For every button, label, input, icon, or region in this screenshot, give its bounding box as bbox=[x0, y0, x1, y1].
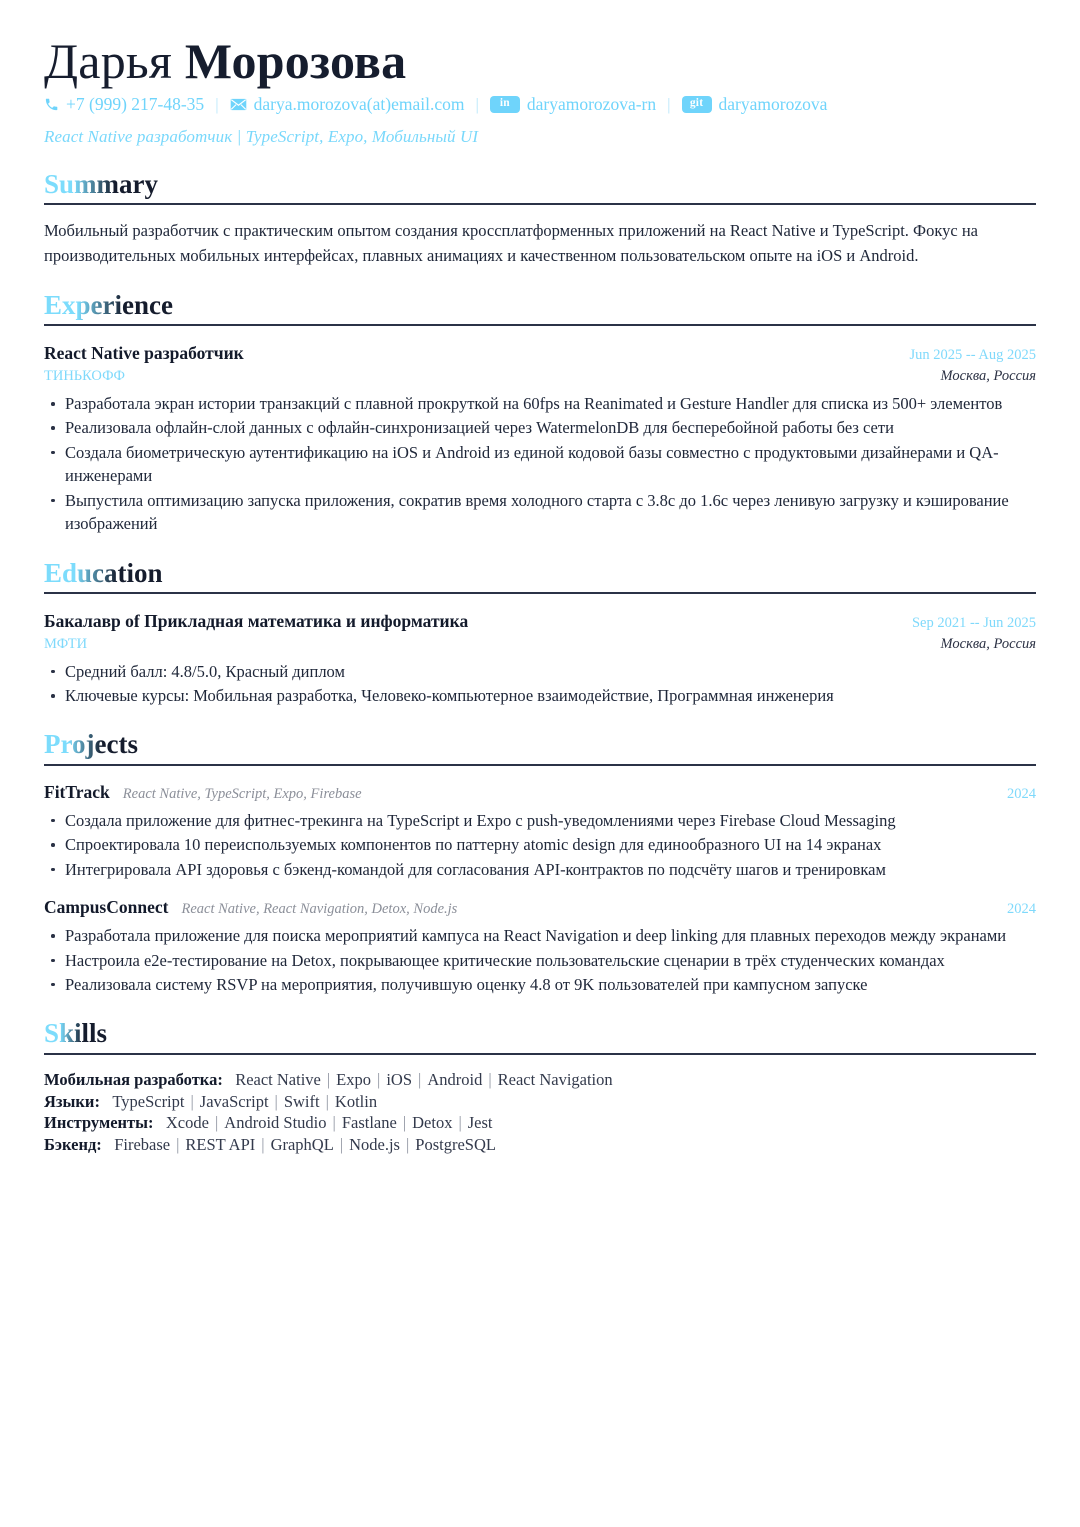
section-title-education: Education bbox=[44, 557, 163, 588]
contact-github[interactable] bbox=[682, 94, 828, 115]
skill-row bbox=[44, 1091, 1036, 1113]
section-rule bbox=[44, 324, 1036, 326]
project-bullets bbox=[44, 924, 1036, 996]
contact-separator: | bbox=[475, 94, 479, 114]
last-name: Морозова bbox=[184, 33, 407, 89]
candidate-name bbox=[44, 34, 1036, 88]
skill-item: Swift bbox=[283, 1091, 320, 1111]
contact-separator: | bbox=[215, 94, 219, 114]
email-icon bbox=[230, 98, 247, 111]
skill-item: Detox bbox=[412, 1113, 453, 1133]
skill-item: GraphQL bbox=[270, 1135, 334, 1155]
skill-separator: | bbox=[339, 1135, 344, 1155]
skill-separator: | bbox=[458, 1113, 462, 1133]
git-icon: git bbox=[682, 96, 712, 112]
section-education bbox=[44, 557, 1036, 708]
skill-item: Kotlin bbox=[334, 1091, 378, 1111]
project-item bbox=[44, 782, 1036, 881]
experience-entry-header bbox=[44, 343, 1036, 365]
skill-separator: | bbox=[261, 1135, 265, 1155]
project-bullets bbox=[44, 809, 1036, 881]
skill-items bbox=[158, 1113, 493, 1132]
project-name: CampusConnect bbox=[44, 897, 169, 918]
skill-items bbox=[104, 1092, 377, 1111]
skill-category: Инструменты: bbox=[44, 1113, 154, 1133]
skill-item: React Native bbox=[235, 1069, 321, 1089]
skill-row bbox=[44, 1069, 1036, 1091]
list-item: Создала биометрическую аутентификацию на iOS и Android из единой кодовой базы совместно с продуктовыми дизайнерами и QA-инженерами bbox=[44, 441, 1036, 488]
skill-item: Node.js bbox=[349, 1135, 400, 1155]
list-item: Выпустила оптимизацию запуска приложения, сократив время холодного старта с 3.8с до 1.6с через ленивую загрузку и кэширование изображений bbox=[44, 489, 1036, 536]
tagline: React Native разработчик | TypeScript, Expo, Мобильный UI bbox=[44, 127, 479, 146]
experience-bullets bbox=[44, 392, 1036, 536]
education-entry-header bbox=[44, 611, 1036, 633]
job-dates: Jun 2025 -- Aug 2025 bbox=[909, 347, 1036, 364]
section-summary bbox=[44, 168, 1036, 268]
skill-row bbox=[44, 1134, 1036, 1156]
skill-items bbox=[106, 1135, 496, 1154]
skill-item: Android Studio bbox=[224, 1113, 327, 1133]
skill-item: iOS bbox=[386, 1069, 413, 1089]
project-stack: React Native, TypeScript, Expo, Firebase bbox=[122, 785, 362, 802]
school-name: МФТИ bbox=[44, 635, 88, 652]
phone-icon bbox=[44, 97, 59, 112]
skill-separator: | bbox=[488, 1069, 492, 1089]
skills-list bbox=[44, 1069, 1036, 1156]
section-title-skills: Skills bbox=[44, 1018, 108, 1049]
section-title-summary: Summary bbox=[44, 169, 158, 199]
skill-separator: | bbox=[332, 1113, 336, 1133]
list-item: Разработала экран истории транзакций с плавной прокруткой на 60fps на Reanimated и Gesture Handler для списка из 500+ элементов bbox=[44, 392, 1036, 415]
list-item: Ключевые курсы: Мобильная разработка, Человеко-компьютерное взаимодействие, Программная инженерия bbox=[44, 684, 1036, 707]
resume-header bbox=[44, 34, 1036, 147]
section-skills bbox=[44, 1017, 1036, 1155]
list-item: Создала приложение для фитнес-трекинга на TypeScript и Expo с push-уведомлениями через Firebase Cloud Messaging bbox=[44, 809, 1036, 832]
skill-row bbox=[44, 1112, 1036, 1134]
degree-title: Бакалавр of Прикладная математика и информатика bbox=[44, 610, 469, 631]
skill-separator: | bbox=[325, 1091, 329, 1111]
skill-category: Языки: bbox=[44, 1091, 100, 1111]
skill-separator: | bbox=[326, 1069, 331, 1089]
skill-item: Android bbox=[427, 1069, 483, 1089]
list-item: Интегрировала API здоровья с бэкенд-командой для согласования API-контрактов по подсчёту шагов и тренировкам bbox=[44, 858, 1036, 881]
list-item: Средний балл: 4.8/5.0, Красный диплом bbox=[44, 660, 1036, 683]
phone-text: +7 (999) 217-48-35 bbox=[66, 94, 205, 114]
skill-item: TypeScript bbox=[112, 1091, 185, 1111]
skill-separator: | bbox=[402, 1113, 407, 1133]
project-header bbox=[44, 782, 1036, 803]
skill-item: Fastlane bbox=[341, 1113, 397, 1133]
education-entry bbox=[44, 611, 1036, 708]
contact-linkedin[interactable] bbox=[490, 94, 656, 115]
skill-separator: | bbox=[214, 1113, 219, 1133]
contact-email[interactable] bbox=[230, 94, 465, 115]
project-title-group bbox=[44, 782, 989, 803]
job-title: React Native разработчик bbox=[44, 343, 244, 364]
list-item: Спроектировала 10 переиспользуемых компонентов по паттерну atomic design для единообразного UI на 14 экранах bbox=[44, 833, 1036, 856]
list-item: Разработала приложение для поиска мероприятий кампуса на React Navigation и deep linking для плавных переходов между экранами bbox=[44, 924, 1036, 947]
project-year: 2024 bbox=[1007, 785, 1036, 802]
job-location: Москва, Россия bbox=[940, 368, 1036, 385]
skill-item: REST API bbox=[185, 1135, 256, 1155]
company-name: ТИНЬКОФФ bbox=[44, 368, 125, 385]
contact-separator: | bbox=[667, 94, 671, 114]
section-rule bbox=[44, 1053, 1036, 1055]
skill-category: Мобильная разработка: bbox=[44, 1069, 223, 1089]
skill-item: Jest bbox=[467, 1113, 493, 1133]
project-title-group bbox=[44, 897, 989, 918]
list-item: Реализовала офлайн-слой данных с офлайн-синхронизацией через WatermelonDB для бесперебойной работы без сети bbox=[44, 416, 1036, 439]
skill-separator: | bbox=[418, 1069, 422, 1089]
section-title-projects: Projects bbox=[44, 729, 138, 760]
linkedin-icon: in bbox=[490, 96, 520, 112]
education-entry-subheader bbox=[44, 633, 1036, 654]
project-item bbox=[44, 897, 1036, 996]
project-header bbox=[44, 897, 1036, 918]
skill-separator: | bbox=[377, 1069, 381, 1089]
education-location: Москва, Россия bbox=[940, 635, 1036, 652]
contact-line bbox=[44, 94, 1036, 115]
first-name: Дарья bbox=[44, 33, 173, 89]
section-rule bbox=[44, 592, 1036, 594]
github-text: daryamorozova bbox=[718, 94, 828, 114]
skill-items bbox=[227, 1070, 613, 1089]
skill-separator: | bbox=[405, 1135, 410, 1155]
list-item: Настроила e2e-тестирование на Detox, покрывающее критические пользовательские сценарии в трёх студенческих командах bbox=[44, 949, 1036, 972]
skill-item: PostgreSQL bbox=[415, 1135, 496, 1155]
skill-item: JavaScript bbox=[199, 1091, 269, 1111]
section-projects bbox=[44, 728, 1036, 996]
section-rule bbox=[44, 764, 1036, 766]
education-dates: Sep 2021 -- Jun 2025 bbox=[911, 614, 1036, 631]
list-item: Реализовала систему RSVP на мероприятия, получившую оценку 4.8 от 9K пользователей при кампусном запуске bbox=[44, 973, 1036, 996]
education-bullets bbox=[44, 660, 1036, 708]
linkedin-text: daryamorozova-rn bbox=[526, 94, 657, 114]
skill-separator: | bbox=[176, 1135, 180, 1155]
project-year: 2024 bbox=[1007, 901, 1036, 918]
skill-item: Expo bbox=[336, 1069, 372, 1089]
experience-entry bbox=[44, 343, 1036, 535]
section-title-experience: Experience bbox=[44, 289, 173, 320]
skill-separator: | bbox=[274, 1091, 278, 1111]
project-stack: React Native, React Navigation, Detox, Node.js bbox=[181, 901, 458, 918]
skill-separator: | bbox=[190, 1091, 194, 1111]
skill-item: React Navigation bbox=[497, 1069, 613, 1089]
section-rule bbox=[44, 203, 1036, 205]
skill-item: Firebase bbox=[114, 1135, 171, 1155]
section-experience bbox=[44, 289, 1036, 536]
project-name: FitTrack bbox=[44, 781, 110, 802]
email-text: darya.morozova(at)email.com bbox=[253, 94, 465, 114]
contact-phone[interactable] bbox=[44, 94, 204, 115]
skill-item: Xcode bbox=[165, 1113, 209, 1133]
skill-category: Бэкенд: bbox=[44, 1135, 102, 1155]
summary-text: Мобильный разработчик с практическим опытом создания кроссплатформенных приложений на React Native и TypeScript. Фокус на производительных мобильных интерфейсах, плавных анимациях и качественном пользовательском опыте на iOS и Android. bbox=[44, 221, 978, 265]
experience-entry-subheader bbox=[44, 365, 1036, 386]
